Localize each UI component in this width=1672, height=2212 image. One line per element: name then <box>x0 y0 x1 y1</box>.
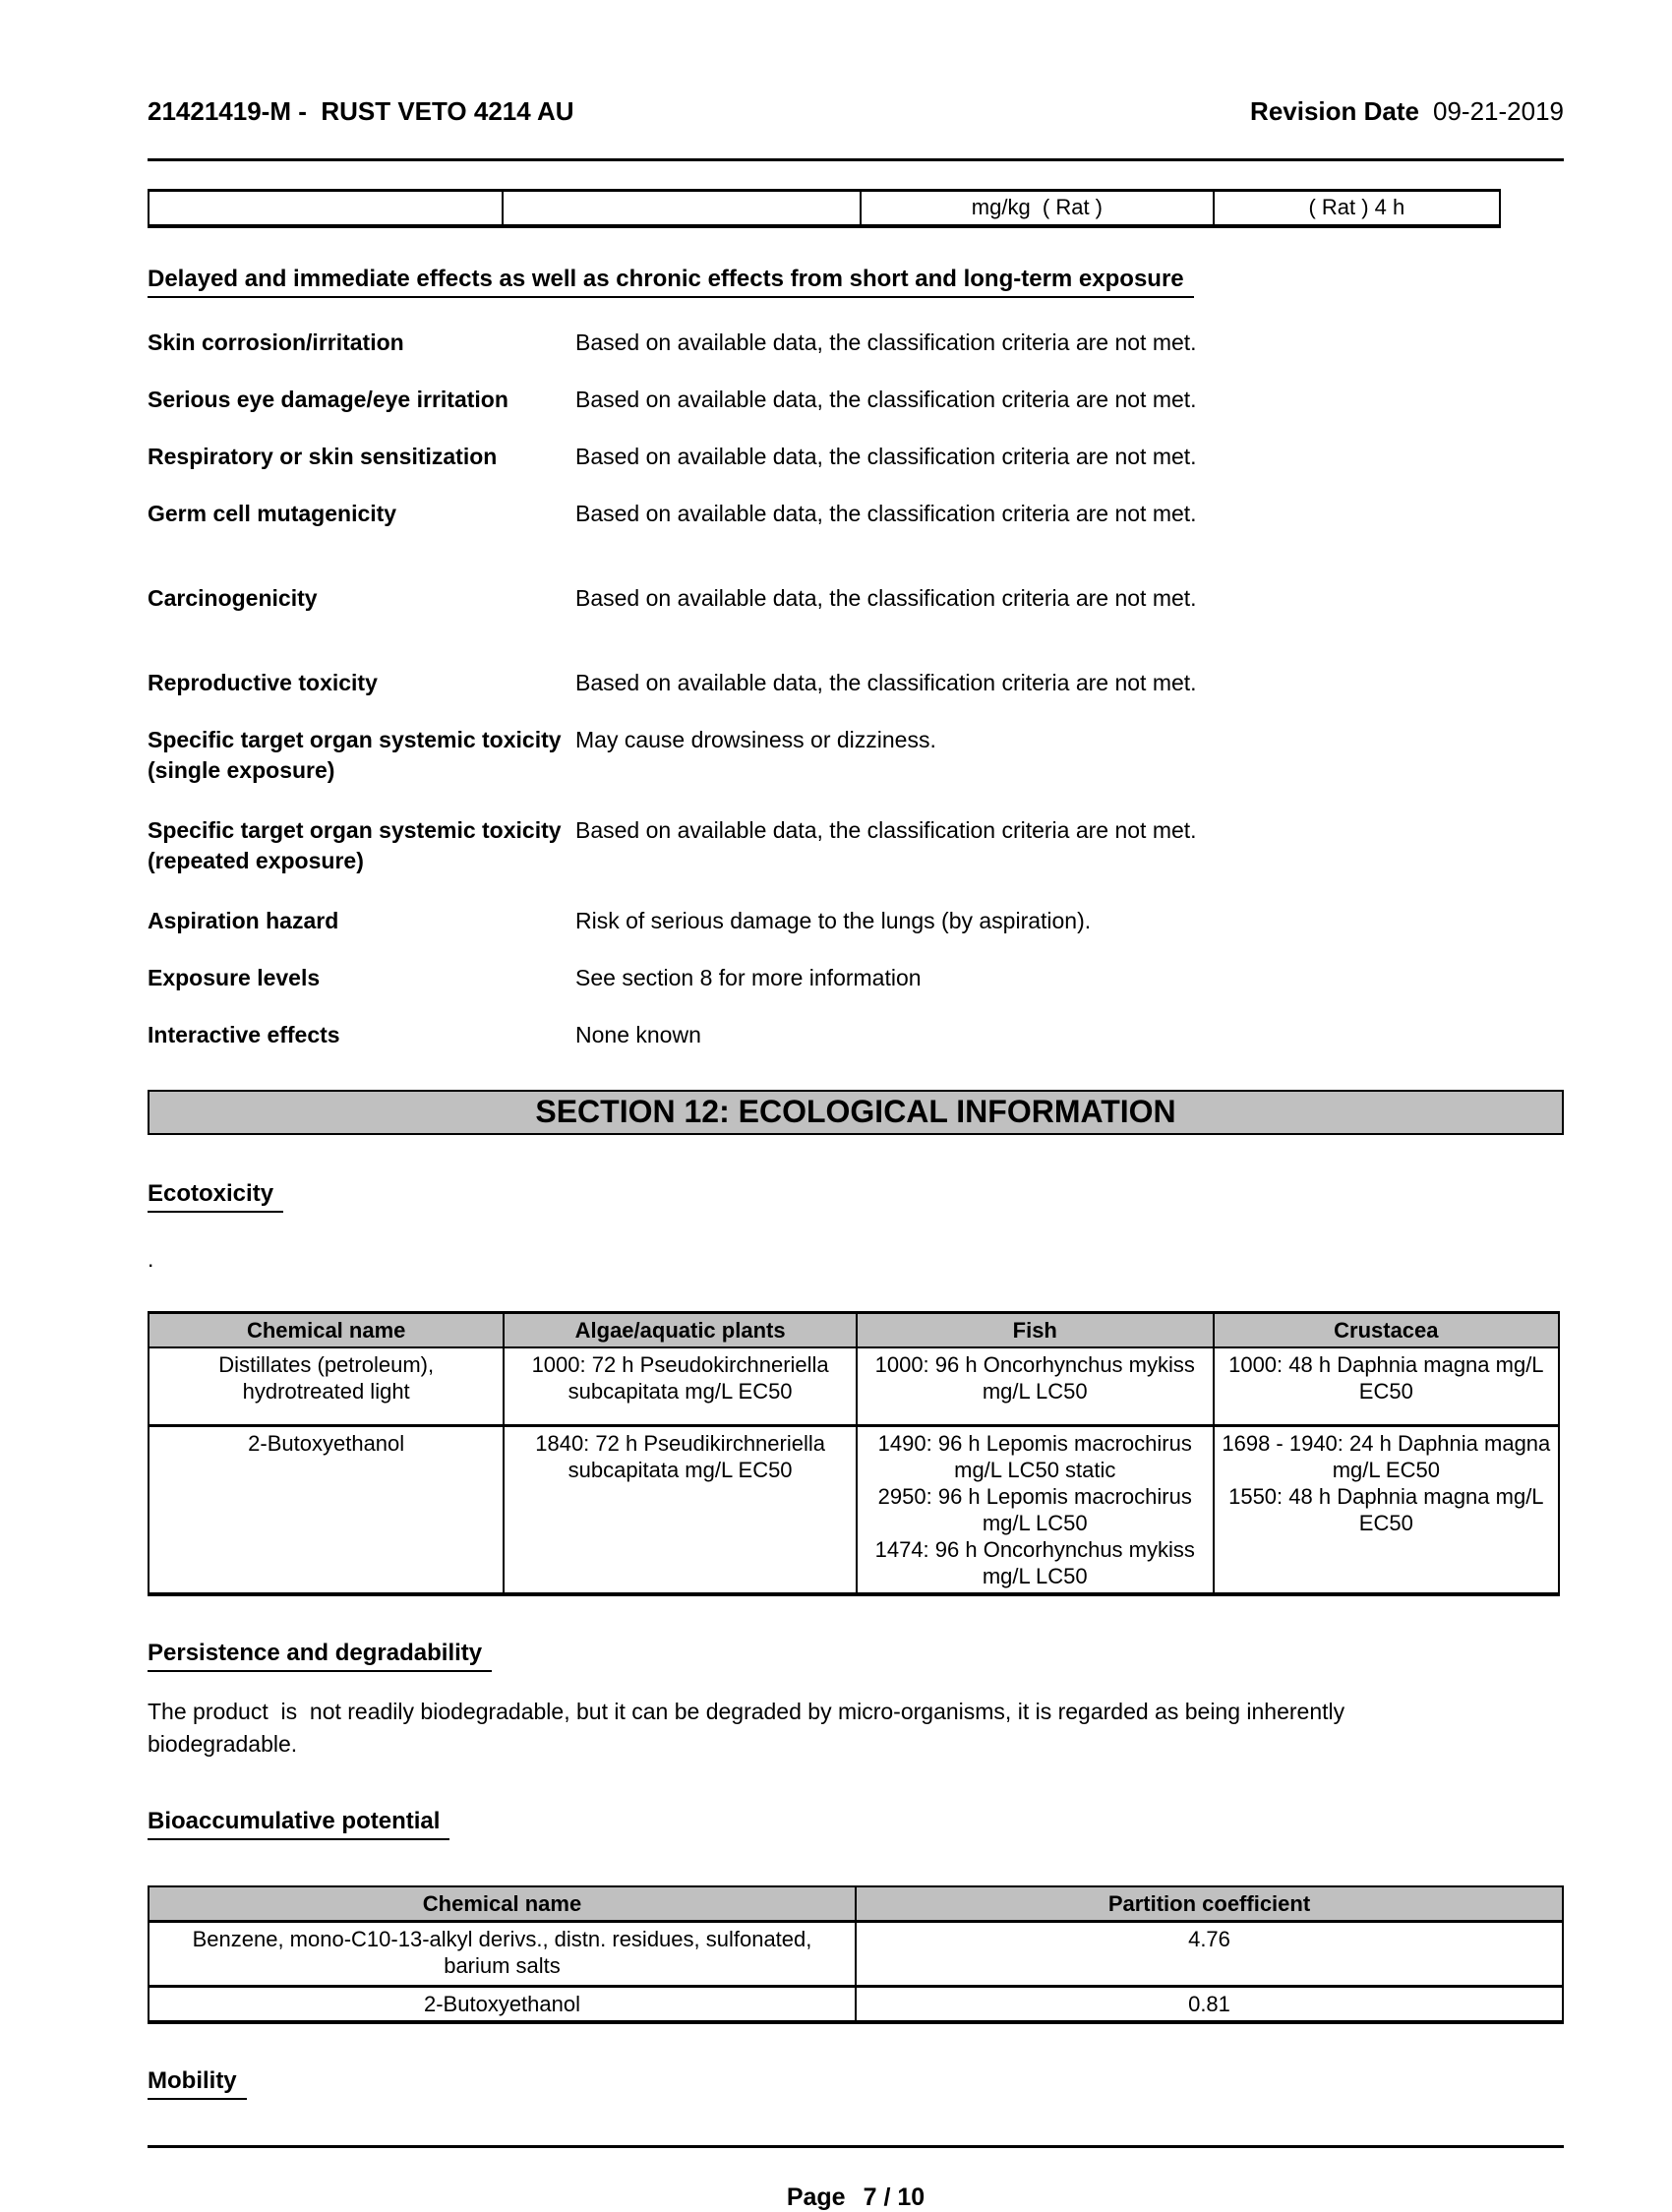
effect-value: Based on available data, the classification criteria are not met. <box>575 329 1197 355</box>
page-header <box>148 0 1564 127</box>
effect-row-eye-damage <box>148 385 1564 415</box>
cell-crustacea: 1000: 48 h Daphnia magna mg/L EC50 <box>1214 1347 1559 1426</box>
fragment-cell-4: ( Rat ) 4 h <box>1214 191 1500 226</box>
effect-row-mutagenicity <box>148 499 1564 529</box>
table-header-row <box>149 1886 1563 1922</box>
effect-row-exposure-levels <box>148 963 1564 993</box>
table-row <box>149 191 1500 226</box>
effect-value: Risk of serious damage to the lungs (by aspiration). <box>575 907 1092 933</box>
effect-value: Based on available data, the classification criteria are not met. <box>575 669 1197 695</box>
table-row <box>149 1922 1563 1987</box>
ecotoxicity-table <box>148 1311 1560 1597</box>
col-header-fish: Fish <box>857 1312 1214 1347</box>
fragment-cell-3: mg/kg ( Rat ) <box>861 191 1214 226</box>
page-content <box>148 0 1564 2212</box>
cell-algae: 1000: 72 h Pseudokirchneriella subcapitata mg/L EC50 <box>504 1347 857 1426</box>
table-header-row <box>149 1312 1559 1347</box>
effect-value: None known <box>575 1021 701 1047</box>
footer-divider <box>148 2145 1564 2148</box>
effect-label: Interactive effects <box>148 1021 340 1047</box>
effects-section-heading: Delayed and immediate effects as well as chronic effects from short and long-term exposure <box>148 266 1564 298</box>
table-row <box>149 1426 1559 1595</box>
fragment-cell-2 <box>503 191 861 226</box>
page-label: Page <box>786 2183 846 2211</box>
effect-label: Carcinogenicity <box>148 584 318 611</box>
cell-chemical: Benzene, mono-C10-13-alkyl derivs., distn. residues, sulfonated, barium salts <box>149 1922 856 1987</box>
table-row <box>149 1987 1563 2023</box>
cell-algae: 1840: 72 h Pseudikirchneriella subcapitata mg/L EC50 <box>504 1426 857 1595</box>
effect-label: Specific target organ systemic toxicity (repeated exposure) <box>148 816 562 873</box>
effect-value: Based on available data, the classification criteria are not met. <box>575 816 1197 843</box>
partition-coefficient-table <box>148 1885 1564 2024</box>
effect-row-interactive <box>148 1020 1564 1050</box>
effect-label: Reproductive toxicity <box>148 669 378 695</box>
effect-value: See section 8 for more information <box>575 964 922 990</box>
cell-fish: 1000: 96 h Oncorhynchus mykiss mg/L LC50 <box>857 1347 1214 1426</box>
effect-row-sensitization <box>148 442 1564 472</box>
effect-label: Serious eye damage/eye irritation <box>148 386 508 412</box>
effect-label: Germ cell mutagenicity <box>148 500 397 526</box>
effect-row-stot-repeated <box>148 815 1564 876</box>
col-header-chemical-name: Chemical name <box>149 1886 856 1922</box>
cell-chemical: 2-Butoxyethanol <box>149 1987 856 2023</box>
effect-label: Respiratory or skin sensitization <box>148 443 498 469</box>
effect-label: Aspiration hazard <box>148 907 339 933</box>
bioaccumulative-heading: Bioaccumulative potential <box>148 1808 1564 1840</box>
revision-date-label: Revision Date <box>1250 96 1419 126</box>
effect-value: Based on available data, the classification criteria are not met. <box>575 443 1197 469</box>
cell-fish: 1490: 96 h Lepomis macrochirus mg/L LC50 static 2950: 96 h Lepomis macrochirus mg/L LC50 1474: 96 h Oncorhynchus mykiss mg/L LC50 <box>857 1426 1214 1595</box>
col-header-chemical-name: Chemical name <box>149 1312 504 1347</box>
effect-value: Based on available data, the classification criteria are not met. <box>575 500 1197 526</box>
effect-value: Based on available data, the classification criteria are not met. <box>575 584 1197 611</box>
effect-row-stot-single <box>148 725 1564 786</box>
page-number: 7 / 10 <box>863 2183 926 2211</box>
ecotoxicity-heading: Ecotoxicity <box>148 1180 1564 1213</box>
mobility-heading: Mobility <box>148 2067 1564 2100</box>
persistence-text: The product is not readily biodegradable, but it can be degraded by micro-organisms, it is regarded as being inherently biodegradable. <box>148 1699 1351 1757</box>
effect-label: Exposure levels <box>148 964 321 990</box>
cell-partition-value: 0.81 <box>856 1987 1563 2023</box>
toxicity-table-fragment <box>148 189 1501 228</box>
effect-label: Skin corrosion/irritation <box>148 329 404 355</box>
document-title: 21421419-M - RUST VETO 4214 AU <box>148 96 574 126</box>
revision-date-block <box>1250 96 1564 127</box>
cell-crustacea: 1698 - 1940: 24 h Daphnia magna mg/L EC50 1550: 48 h Daphnia magna mg/L EC50 <box>1214 1426 1559 1595</box>
persistence-heading: Persistence and degradability <box>148 1640 1564 1672</box>
cell-chemical: Distillates (petroleum), hydrotreated light <box>149 1347 504 1426</box>
col-header-algae: Algae/aquatic plants <box>504 1312 857 1347</box>
effect-value: May cause drowsiness or dizziness. <box>575 726 936 752</box>
section-12-title: SECTION 12: ECOLOGICAL INFORMATION <box>535 1094 1176 1129</box>
ecotoxicity-note: . <box>148 1245 154 1272</box>
effect-row-carcinogenicity <box>148 583 1564 614</box>
effect-row-aspiration <box>148 906 1564 936</box>
table-row <box>149 1347 1559 1426</box>
cell-partition-value: 4.76 <box>856 1922 1563 1987</box>
col-header-partition-coefficient: Partition coefficient <box>856 1886 1563 1922</box>
page-number-footer <box>148 2183 1564 2212</box>
effect-value: Based on available data, the classification criteria are not met. <box>575 386 1197 412</box>
cell-chemical: 2-Butoxyethanol <box>149 1426 504 1595</box>
effect-row-skin-corrosion <box>148 328 1564 358</box>
section-12-banner <box>148 1090 1564 1135</box>
header-divider <box>148 158 1564 161</box>
effect-label: Specific target organ systemic toxicity (single exposure) <box>148 726 562 783</box>
effect-row-reproductive <box>148 668 1564 698</box>
col-header-crustacea: Crustacea <box>1214 1312 1559 1347</box>
revision-date-value: 09-21-2019 <box>1433 96 1564 126</box>
fragment-cell-1 <box>149 191 503 226</box>
